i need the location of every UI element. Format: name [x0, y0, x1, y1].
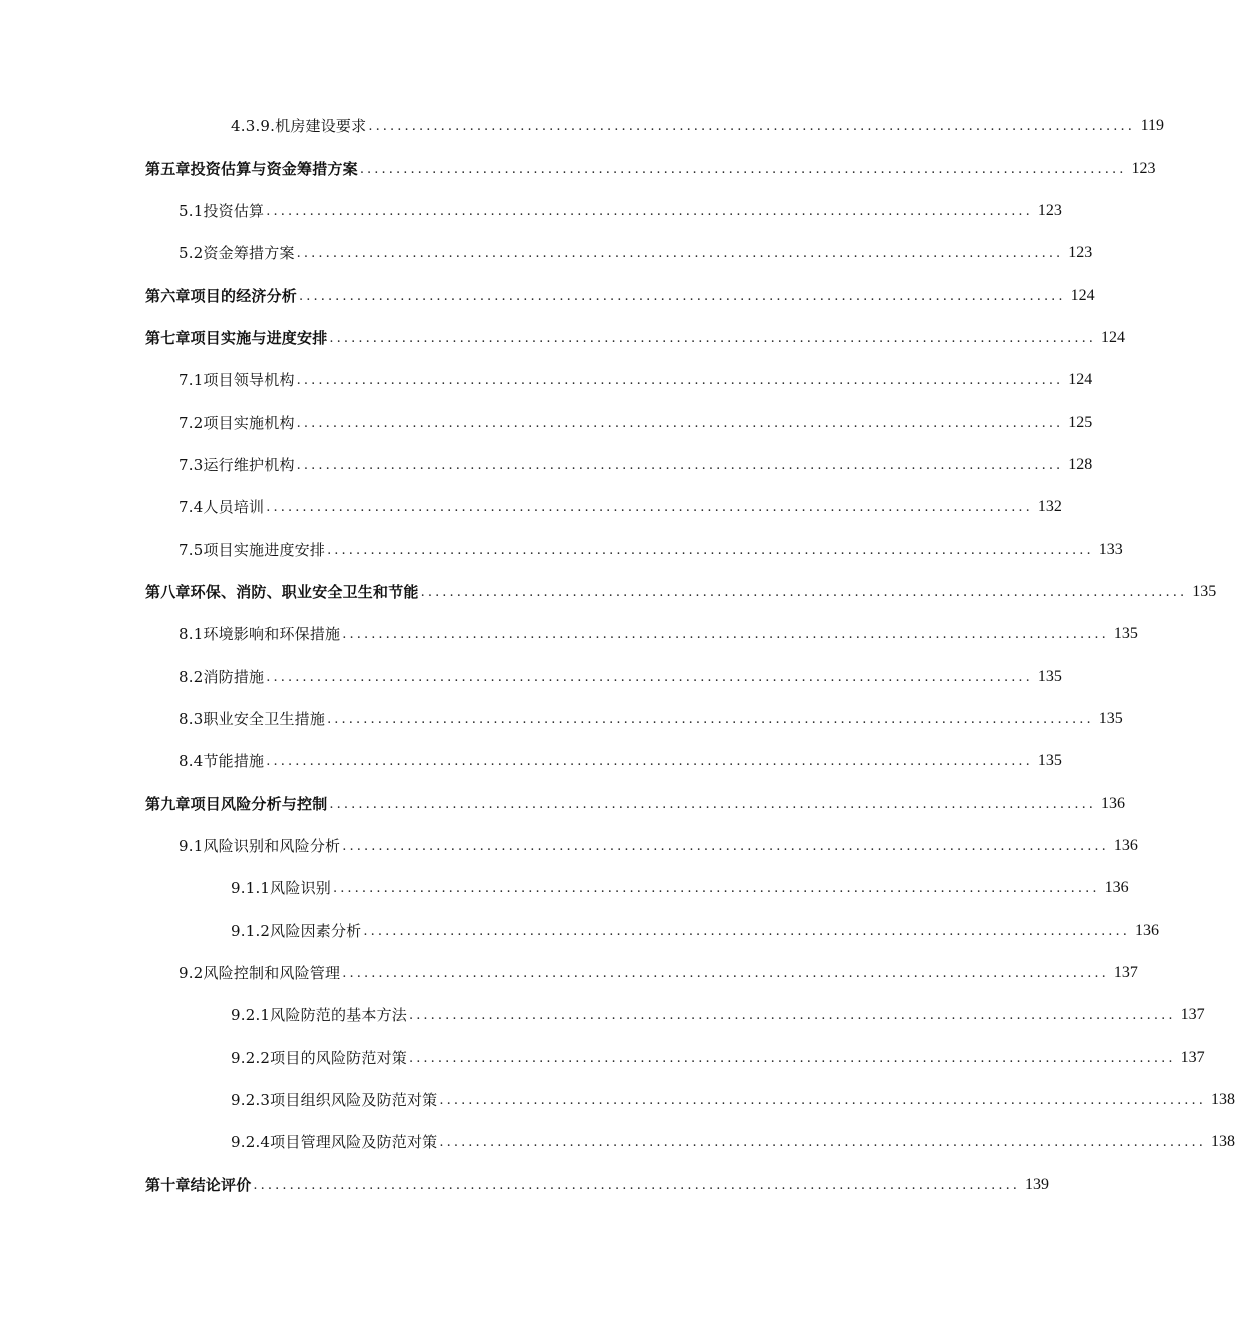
toc-entry-8-4[interactable] [0, 740, 1062, 782]
toc-entry-page-number: 136 [1135, 921, 1160, 939]
toc-entry-page-number: 135 [1037, 667, 1062, 685]
dot-leader: .......................................................................................................... [299, 288, 1066, 304]
toc-entry-chapter-7[interactable] [0, 317, 1126, 359]
toc-entry-title: 9.1风险识别和风险分析 [179, 837, 341, 856]
toc-entry-title: 9.2.4项目管理风险及防范对策 [231, 1133, 438, 1152]
dot-leader: .......................................................................................................... [332, 881, 1100, 897]
toc-entry-page-number: 135 [1192, 582, 1217, 600]
toc-entry-title: 第九章项目风险分析与控制 [145, 794, 328, 813]
dot-leader: .......................................................................................................... [296, 415, 1064, 431]
toc-entry-5-1[interactable] [0, 190, 1062, 232]
toc-entry-title: 8.3职业安全卫生措施 [179, 709, 326, 728]
toc-entry-title: 7.5项目实施进度安排 [179, 540, 326, 559]
dot-leader: .......................................................................................................... [408, 1050, 1176, 1066]
dot-leader: .......................................................................................................... [439, 1135, 1207, 1151]
toc-entry-chapter-6[interactable] [0, 274, 1095, 316]
toc-entry-chapter-8[interactable] [0, 571, 1217, 613]
toc-entry-title: 7.2项目实施机构 [179, 413, 295, 432]
toc-entry-title: 5.2资金筹措方案 [179, 244, 295, 263]
dot-leader: .......................................................................................................... [329, 330, 1097, 346]
toc-entry-chapter-9[interactable] [0, 783, 1126, 825]
dot-leader: .......................................................................................................... [368, 119, 1135, 135]
toc-entry-page-number: 136 [1113, 837, 1138, 855]
toc-entry-title: 第六章项目的经济分析 [145, 286, 298, 305]
dot-leader: .......................................................................................................... [327, 542, 1094, 558]
toc-entry-page-number: 123 [1068, 244, 1093, 262]
dot-leader: .......................................................................................................... [296, 457, 1064, 473]
toc-entry-title: 7.1项目领导机构 [179, 371, 295, 390]
table-of-contents [0, 105, 1235, 1206]
dot-leader: .......................................................................................................... [420, 584, 1188, 600]
dot-leader: .......................................................................................................... [296, 373, 1064, 389]
dot-leader: .......................................................................................................... [342, 839, 1109, 855]
dot-leader: .......................................................................................................... [327, 711, 1094, 727]
toc-entry-page-number: 123 [1037, 201, 1062, 219]
dot-leader: .......................................................................................................... [253, 1177, 1021, 1193]
dot-leader: .......................................................................................................... [266, 754, 1033, 770]
toc-entry-title: 9.2.1风险防范的基本方法 [231, 1006, 407, 1025]
toc-entry-9-1[interactable] [0, 825, 1138, 867]
toc-entry-page-number: 135 [1037, 752, 1062, 770]
toc-entry-page-number: 137 [1180, 1006, 1205, 1024]
toc-entry-7-1[interactable] [0, 359, 1093, 401]
toc-entry-title: 第七章项目实施与进度安排 [145, 328, 328, 347]
dot-leader: .......................................................................................................... [342, 627, 1109, 643]
toc-entry-title: 7.4人员培训 [179, 498, 265, 517]
toc-entry-7-2[interactable] [0, 401, 1093, 443]
dot-leader: .......................................................................................................... [359, 161, 1127, 177]
toc-entry-title: 8.1环境影响和环保措施 [179, 625, 341, 644]
toc-entry-page-number: 138 [1211, 1133, 1235, 1151]
toc-entry-7-5[interactable] [0, 528, 1123, 570]
toc-entry-title: 5.1投资估算 [179, 201, 265, 220]
toc-entry-title: 8.4节能措施 [179, 752, 265, 771]
toc-entry-7-3[interactable] [0, 444, 1093, 486]
toc-entry-title: 4.3.9.机房建设要求 [231, 117, 367, 136]
toc-entry-9-1-1[interactable] [0, 867, 1129, 909]
toc-entry-page-number: 125 [1068, 413, 1093, 431]
toc-entry-title: 9.2.2项目的风险防范对策 [231, 1048, 407, 1067]
toc-entry-title: 9.1.1风险识别 [231, 879, 331, 898]
dot-leader: .......................................................................................................... [342, 966, 1109, 982]
toc-entry-9-2-2[interactable] [0, 1037, 1205, 1079]
toc-entry-page-number: 128 [1068, 455, 1093, 473]
dot-leader: .......................................................................................................... [266, 669, 1033, 685]
toc-entry-page-number: 135 [1098, 709, 1123, 727]
dot-leader: .......................................................................................................... [266, 500, 1033, 516]
toc-entry-title: 7.3运行维护机构 [179, 455, 295, 474]
dot-leader: .......................................................................................................... [329, 796, 1097, 812]
dot-leader: .......................................................................................................... [266, 203, 1033, 219]
toc-entry-chapter-10[interactable] [0, 1164, 1050, 1206]
toc-entry-title: 9.2.3项目组织风险及防范对策 [231, 1091, 438, 1110]
toc-entry-page-number: 135 [1113, 625, 1138, 643]
dot-leader: .......................................................................................................... [408, 1008, 1176, 1024]
toc-entry-title: 第八章环保、消防、职业安全卫生和节能 [145, 582, 419, 601]
toc-entry-page-number: 137 [1180, 1048, 1205, 1066]
toc-entry-title: 第五章投资估算与资金筹措方案 [145, 159, 358, 178]
toc-entry-page-number: 133 [1098, 540, 1123, 558]
toc-entry-9-1-2[interactable] [0, 910, 1160, 952]
dot-leader: .......................................................................................................... [439, 1093, 1207, 1109]
toc-entry-page-number: 124 [1101, 328, 1126, 346]
toc-entry-title: 9.2风险控制和风险管理 [179, 964, 341, 983]
toc-entry-9-2-4[interactable] [0, 1121, 1235, 1163]
toc-entry-5-2[interactable] [0, 232, 1093, 274]
toc-entry-page-number: 136 [1104, 879, 1129, 897]
toc-entry-page-number: 119 [1140, 117, 1164, 135]
toc-entry-8-2[interactable] [0, 655, 1062, 697]
toc-entry-page-number: 124 [1068, 371, 1093, 389]
toc-entry-8-3[interactable] [0, 698, 1123, 740]
toc-entry-9-2-1[interactable] [0, 994, 1205, 1036]
toc-entry-page-number: 138 [1211, 1091, 1235, 1109]
toc-entry-title: 第十章结论评价 [145, 1175, 252, 1194]
toc-entry-title: 8.2消防措施 [179, 667, 265, 686]
dot-leader: .......................................................................................................... [296, 246, 1064, 262]
toc-entry-chapter-5[interactable] [0, 147, 1156, 189]
toc-entry-page-number: 132 [1037, 498, 1062, 516]
toc-entry-9-2[interactable] [0, 952, 1138, 994]
toc-entry-7-4[interactable] [0, 486, 1062, 528]
toc-entry-page-number: 139 [1025, 1175, 1050, 1193]
toc-entry-page-number: 137 [1113, 964, 1138, 982]
toc-entry-page-number: 136 [1101, 794, 1126, 812]
toc-entry-page-number: 123 [1131, 159, 1156, 177]
toc-entry-8-1[interactable] [0, 613, 1138, 655]
toc-entry-title: 9.1.2风险因素分析 [231, 921, 362, 940]
dot-leader: .......................................................................................................... [363, 923, 1131, 939]
toc-entry-page-number: 124 [1070, 286, 1095, 304]
toc-entry-4-3-9[interactable] [0, 105, 1164, 147]
toc-entry-9-2-3[interactable] [0, 1079, 1235, 1121]
